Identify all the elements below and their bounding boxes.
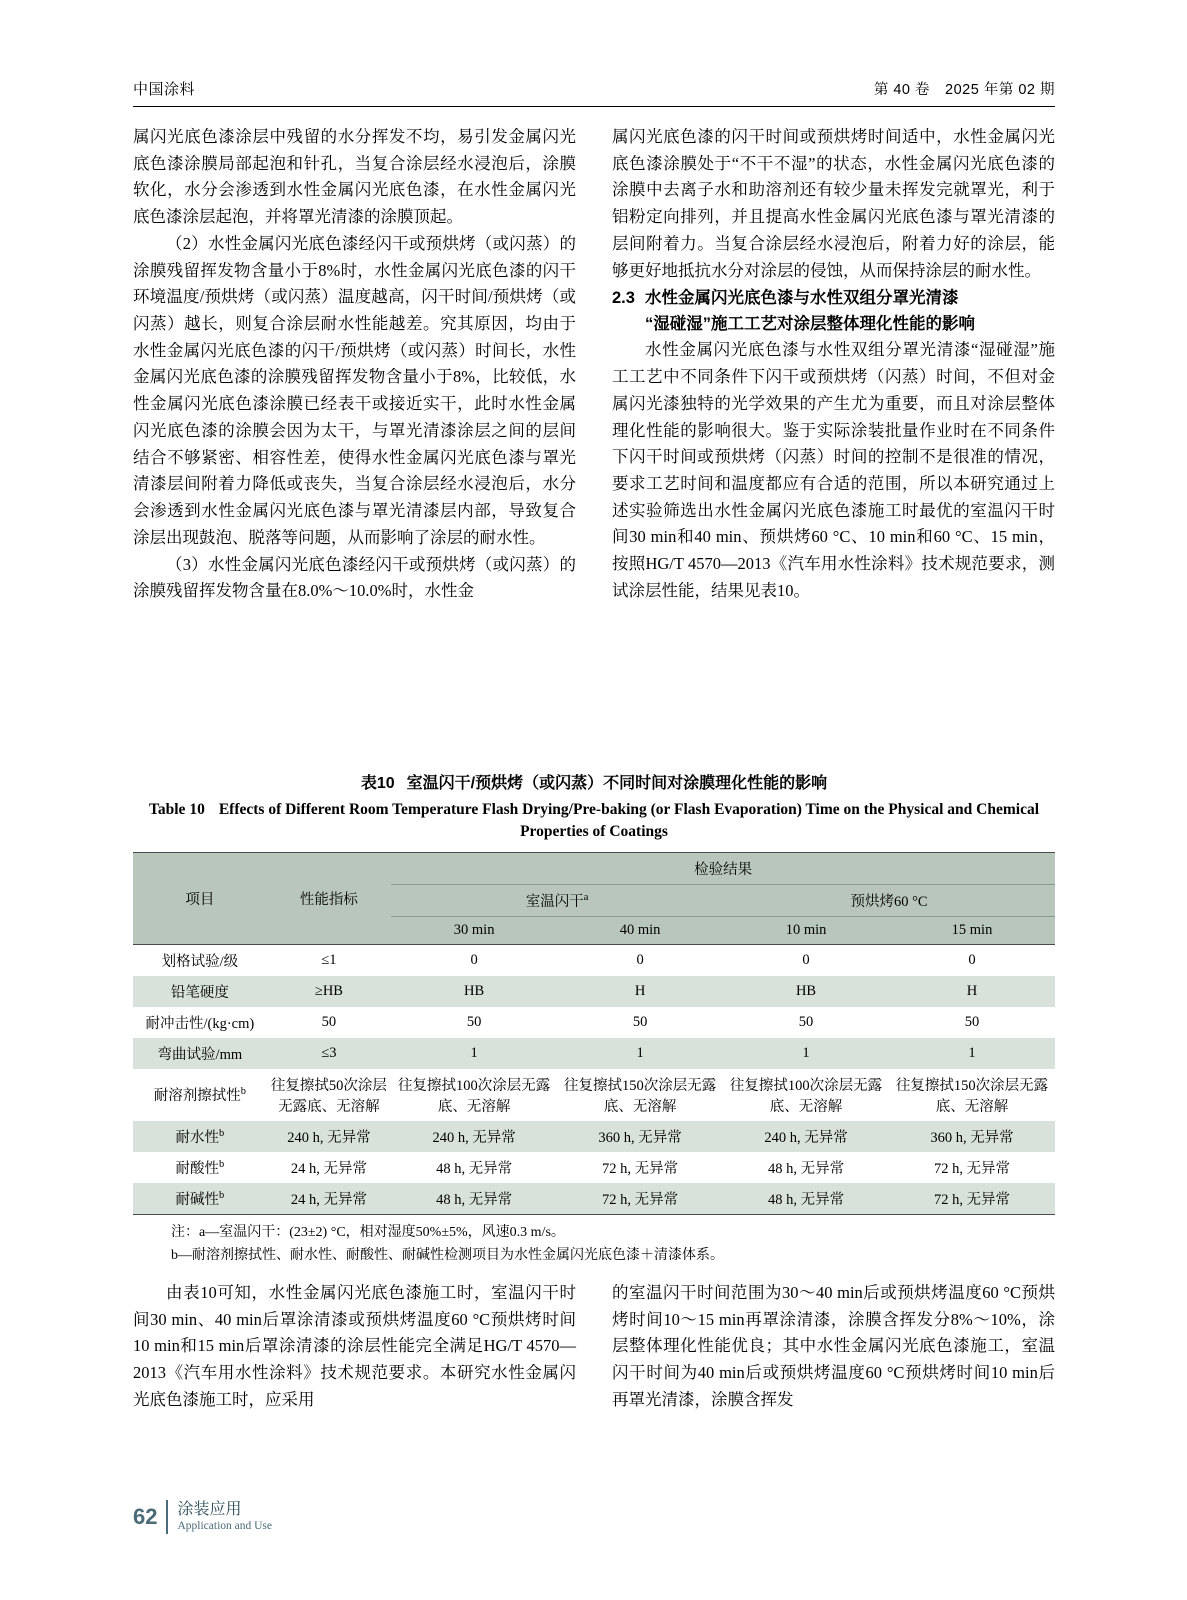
- bottom-left-column: [133, 1280, 576, 1414]
- row-value: 50: [466, 1013, 482, 1030]
- row-item-label: 耐水性: [175, 1129, 219, 1146]
- row-item: 弯曲试验/mm: [157, 1046, 243, 1063]
- row-item-sup: b: [218, 1159, 225, 1171]
- row-item: 耐冲击性/(kg·cm): [145, 1015, 255, 1032]
- row-item: [133, 1121, 267, 1152]
- header-cell-item: 项目: [185, 891, 215, 908]
- bottom-right-column: [612, 1280, 1055, 1414]
- row-value: 48 h, 无异常: [436, 1160, 513, 1177]
- row-spec: 24 h, 无异常: [290, 1160, 367, 1177]
- top-columns: [133, 124, 1055, 605]
- results-table: [133, 852, 1055, 1215]
- paragraph: 属闪光底色漆的闪干时间或预烘烤时间适中，水性金属闪光底色漆涂膜处于“不干不湿”的状态，水性金属闪光底色漆的涂膜中去离子水和助溶剂还有较少量未挥发完就罩光，利于铝粉定向排列，并且提高水性金属闪光底色漆与罩光清漆的层间附着力。当复合涂层经水浸泡后，附着力好的涂层，能够更好地抵抗水分对涂层的侵蚀，从而保持涂层的耐水性。: [612, 127, 1055, 280]
- table-row: [133, 944, 1055, 976]
- header-flash-sup: a: [583, 892, 589, 904]
- row-value: 往复擦拭100次涂层无露底、无溶解: [398, 1077, 551, 1115]
- header-cell-result-group: 检验结果: [391, 852, 1055, 884]
- section-number: 2.3: [612, 289, 635, 308]
- row-value: 0: [470, 951, 478, 968]
- row-spec: ≥HB: [314, 982, 343, 999]
- row-value: 360 h, 无异常: [598, 1129, 682, 1146]
- row-spec: 往复擦拭50次涂层无露底、无溶解: [270, 1077, 387, 1115]
- table-label-en: Table 10: [148, 801, 205, 818]
- paragraph: （2）水性金属闪光底色漆经闪干或预烘烤（或闪蒸）的涂膜残留挥发物含量小于8%时，水性金属闪光底色漆的闪干环境温度/预烘烤（或闪蒸）温度越高，闪干时间/预烘烤（或闪蒸）越长，则复合涂层耐水性能越差。究其原因，均由于水性金属闪光底色漆的闪干/预烘烤（或闪蒸）时间长，水性金属闪光底色漆的涂膜残留挥发物含量小于8%，比较低，水性金属闪光底色漆涂膜已经表干或接近实干，此时水性金属闪光底色漆的涂膜会因为太干，与罩光清漆涂层之间的层间结合不够紧密、相容性差，使得水性金属闪光底色漆与罩光清漆层间附着力降低或丧失，当复合涂层经水浸泡后，水分会渗透到水性金属闪光底色漆与罩光清漆层内部，导致复合涂层出现鼓泡、脱落等问题，从而影响了涂层的耐水性。: [133, 233, 576, 547]
- row-item-label: 耐酸性: [175, 1160, 219, 1177]
- row-value: 50: [632, 1013, 648, 1030]
- page-number: 62: [133, 1504, 158, 1529]
- row-item-sup: b: [218, 1190, 225, 1202]
- table-title-en: Effects of Different Room Temperature Flash Drying/Pre-baking (or Flash Evaporation) Time on the Physical and Chemical Properties of Coatings: [218, 801, 1040, 841]
- row-value: 72 h, 无异常: [602, 1160, 679, 1177]
- row-value: 0: [968, 951, 976, 968]
- row-item-sup: b: [240, 1086, 246, 1098]
- row-item: 铅笔硬度: [170, 984, 229, 1001]
- page-header: [133, 78, 1055, 99]
- row-value: 360 h, 无异常: [930, 1129, 1014, 1146]
- journal-name: 中国涂料: [133, 81, 196, 98]
- row-spec: 240 h, 无异常: [287, 1129, 371, 1146]
- header-cell-spec: 性能指标: [299, 891, 358, 908]
- row-value: 往复擦拭100次涂层无露底、无溶解: [729, 1077, 883, 1115]
- row-value: 50: [964, 1013, 980, 1030]
- row-item: [133, 1069, 267, 1121]
- row-value: 1: [802, 1044, 810, 1061]
- page-footer: [133, 1500, 272, 1534]
- row-value: H: [634, 982, 646, 999]
- table-row: [133, 1183, 1055, 1215]
- table-row: [133, 1007, 1055, 1038]
- row-item-label: 耐碱性: [175, 1191, 219, 1208]
- left-column: [133, 124, 576, 605]
- section-title-line1: 水性金属闪光底色漆与水性双组分罩光清漆: [644, 289, 959, 308]
- row-item: 划格试验/级: [161, 953, 239, 970]
- header-cell-prebake-group: 预烘烤60 °C: [723, 884, 1055, 916]
- row-spec: 24 h, 无异常: [290, 1191, 367, 1208]
- row-value: 50: [798, 1013, 814, 1030]
- issue-info: 第 40 卷 2025 年第 02 期: [873, 82, 1055, 98]
- paragraph: （3）水性金属闪光底色漆经闪干或预烘烤（或闪蒸）的涂膜残留挥发物含量在8.0%～10.0%时，水性金: [133, 554, 576, 601]
- table-notes: [133, 1222, 1055, 1266]
- row-item-sup: b: [218, 1128, 225, 1140]
- paragraph: 由表10可知，水性金属闪光底色漆施工时，室温闪干时间30 min、40 min后罩涂清漆或预烘烤温度60 °C预烘烤时间10 min和15 min后罩涂清漆的涂层性能完全满足HG/T 4570—2013《汽车用水性涂料》技术规范要求。本研究水性金属闪光底色漆施工时，应采用: [133, 1283, 576, 1409]
- table-note: b—耐溶剂擦拭性、耐水性、耐酸性、耐碱性检测项目为水性金属闪光底色漆＋清漆体系。: [171, 1247, 724, 1263]
- row-spec: 50: [321, 1013, 337, 1030]
- footer-section-cn: 涂装应用: [177, 1501, 242, 1519]
- table-row: [133, 1069, 1055, 1121]
- row-value: 1: [968, 1044, 976, 1061]
- header-flash-label: 室温闪干: [525, 893, 584, 910]
- table-row: [133, 1152, 1055, 1183]
- row-value: 往复擦拭150次涂层无露底、无溶解: [895, 1077, 1049, 1115]
- row-item-label: 耐溶剂擦拭性: [153, 1088, 241, 1105]
- row-value: 72 h, 无异常: [933, 1160, 1011, 1177]
- row-value: 往复擦拭150次涂层无露底、无溶解: [563, 1077, 717, 1115]
- row-value: 72 h, 无异常: [602, 1191, 679, 1208]
- table-row: [133, 1121, 1055, 1152]
- table-row: [133, 976, 1055, 1007]
- row-value: HB: [795, 982, 817, 999]
- paragraph: 水性金属闪光底色漆与水性双组分罩光清漆“湿碰湿”施工工艺中不同条件下闪干或预烘烤（闪蒸）时间，不但对金属闪光漆独特的光学效果的产生尤为重要，而且对涂层整体理化性能的影响很大。鉴于实际涂装批量作业时在不同条件下闪干时间或预烘烤（闪蒸）时间的控制不是很准的情况，要求工艺时间和温度都应有合适的范围，所以本研究通过上述实验筛选出水性金属闪光底色漆施工时最优的室温闪干时间30 min和40 min、预烘烤60 °C、10 min和60 °C、15 min，按照HG/T 4570—2013《汽车用水性涂料》技术规范要求，测试涂层性能，结果见表10。: [612, 340, 1055, 600]
- paragraph: 的室温闪干时间范围为30～40 min后或预烘烤温度60 °C预烘烤时间10～15 min再罩涂清漆，涂膜含挥发分8%～10%，涂层整体理化性能优良；其中水性金属闪光底色漆施工，室温闪干时间为40 min后或预烘烤温度60 °C预烘烤时间10 min后再罩光清漆，涂膜含挥发: [612, 1283, 1055, 1409]
- row-spec: ≤1: [321, 951, 337, 968]
- table-row: [133, 1038, 1055, 1069]
- paragraph: 属闪光底色漆涂层中残留的水分挥发不均，易引发金属闪光底色漆涂膜局部起泡和针孔，当复合涂层经水浸泡后，涂膜软化，水分会渗透到水性金属闪光底色漆，在水性金属闪光底色漆涂层起泡，并将罩光清漆的涂膜顶起。: [133, 127, 576, 227]
- footer-section: [177, 1501, 272, 1533]
- row-value: 48 h, 无异常: [767, 1160, 845, 1177]
- row-value: 48 h, 无异常: [767, 1191, 845, 1208]
- header-cell-time: 10 min: [785, 921, 827, 938]
- table-block: [133, 770, 1055, 1267]
- header-divider: [133, 106, 1055, 107]
- row-value: 72 h, 无异常: [933, 1191, 1011, 1208]
- footer-divider: [166, 1500, 168, 1534]
- section-title-line2: “湿碰湿”施工工艺对涂层整体理化性能的影响: [645, 314, 975, 333]
- table-label-cn: 表10: [360, 775, 395, 792]
- header-cell-time: 30 min: [453, 921, 495, 938]
- section-heading: [612, 286, 1055, 337]
- table-note: 注：a—室温闪干：(23±2) °C，相对湿度50%±5%，风速0.3 m/s。: [171, 1224, 565, 1240]
- row-value: 0: [802, 951, 810, 968]
- table-caption-en: [133, 799, 1055, 844]
- row-item: [133, 1152, 267, 1183]
- row-value: HB: [464, 982, 485, 999]
- row-value: 1: [636, 1044, 644, 1061]
- row-value: 240 h, 无异常: [764, 1129, 848, 1146]
- header-cell-flash-group: [391, 884, 723, 916]
- row-value: 48 h, 无异常: [436, 1191, 513, 1208]
- row-spec: ≤3: [321, 1044, 337, 1061]
- bottom-columns: [133, 1280, 1055, 1414]
- table-caption-cn: [133, 770, 1055, 793]
- row-item: [133, 1183, 267, 1215]
- row-value: H: [966, 982, 978, 999]
- row-value: 0: [636, 951, 644, 968]
- header-cell-time: 15 min: [951, 921, 993, 938]
- row-value: 1: [470, 1044, 478, 1061]
- row-value: 240 h, 无异常: [432, 1129, 516, 1146]
- table-header-row: [133, 852, 1055, 884]
- table-title-cn: 室温闪干/预烘烤（或闪蒸）不同时间对涂膜理化性能的影响: [406, 775, 828, 792]
- right-column: [612, 124, 1055, 605]
- footer-section-en: Application and Use: [177, 1519, 273, 1532]
- header-cell-time: 40 min: [619, 921, 661, 938]
